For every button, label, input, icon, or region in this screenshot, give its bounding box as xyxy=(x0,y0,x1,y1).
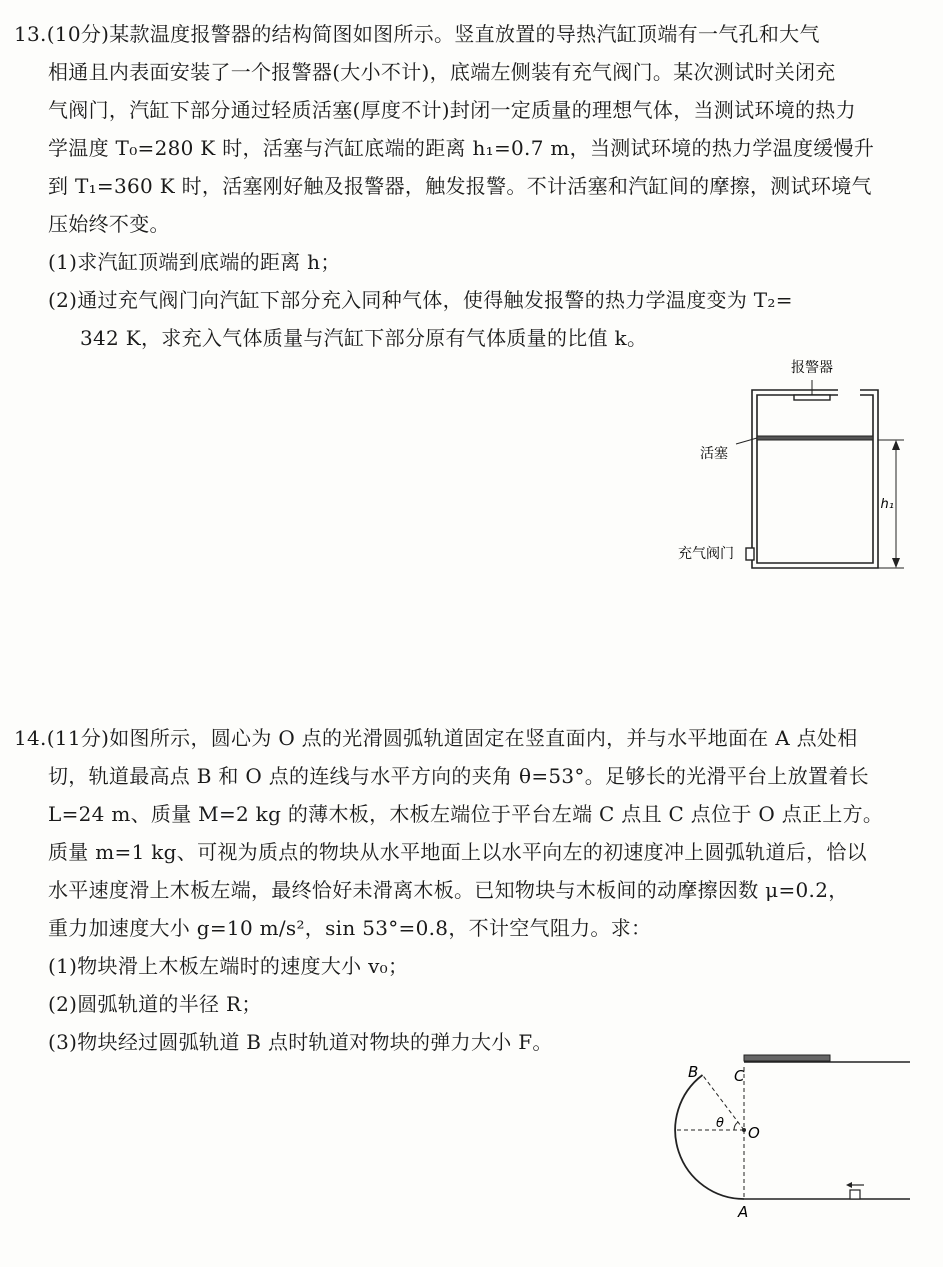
question-14-2: (2)圆弧轨道的半径 R； xyxy=(48,992,262,1016)
plank-shape xyxy=(744,1055,830,1061)
question-14-3: (3)物块经过圆弧轨道 B 点时轨道对物块的弹力大小 F。 xyxy=(48,1030,553,1054)
valve-label: 充气阀门 xyxy=(678,546,734,562)
label-C: C xyxy=(734,1067,745,1085)
problem-14-line: 水平速度滑上木板左端，最终恰好未滑离木板。已知物块与木板间的动摩擦因数 μ=0.2， xyxy=(48,878,849,902)
arc-track xyxy=(675,1075,744,1199)
label-O: O xyxy=(748,1124,760,1142)
label-B: B xyxy=(688,1063,699,1081)
alarm-shape xyxy=(794,395,830,400)
question-13-2: (2)通过充气阀门向汽缸下部分充入同种气体，使得触发报警的热力学温度变为 T₂= xyxy=(48,288,793,312)
velocity-arrow-icon xyxy=(846,1182,852,1188)
valve-shape xyxy=(746,548,754,560)
problem-13-line: 学温度 T₀=280 K 时，活塞与汽缸底端的距离 h₁=0.7 m，当测试环境的热力学温度缓慢升 xyxy=(48,136,875,160)
problem-14-line: 质量 m=1 kg、可视为质点的物块从水平地面上以水平向左的初速度冲上圆弧轨道后，恰以 xyxy=(48,840,867,864)
problem-14-line: 切，轨道最高点 B 和 O 点的连线与水平方向的夹角 θ=53°。足够长的光滑平台上放置着长 xyxy=(48,764,869,788)
problem-13-line: 相通且内表面安装了一个报警器(大小不计)，底端左侧装有充气阀门。某次测试时关闭充 xyxy=(48,60,836,84)
cylinder-figure xyxy=(670,350,910,580)
question-13-1: (1)求汽缸顶端到底端的距离 h； xyxy=(48,250,341,274)
question-14-1: (1)物块滑上木板左端时的速度大小 v₀； xyxy=(48,954,409,978)
question-13-2-cont: 342 K，求充入气体质量与汽缸下部分原有气体质量的比值 k。 xyxy=(80,326,648,350)
label-theta: θ xyxy=(716,1116,724,1131)
problem-13-line: 13.(10分)某款温度报警器的结构简图如图所示。竖直放置的导热汽缸顶端有一气孔和大气 xyxy=(14,22,820,46)
problem-14-line: L=24 m、质量 M=2 kg 的薄木板，木板左端位于平台左端 C 点且 C 点位于 O 点正上方。 xyxy=(48,802,884,826)
block-shape xyxy=(850,1190,860,1199)
problem-14-line: 14.(11分)如图所示，圆心为 O 点的光滑圆弧轨道固定在竖直面内，并与水平地面在 A 点处相 xyxy=(14,726,858,750)
height-label: h₁ xyxy=(880,497,894,512)
piston-label: 活塞 xyxy=(700,446,728,462)
problem-13-line: 到 T₁=360 K 时，活塞刚好触及报警器，触发报警。不计活塞和汽缸间的摩擦，测试环境气 xyxy=(48,174,872,198)
label-A: A xyxy=(738,1203,749,1221)
problem-14-line: 重力加速度大小 g=10 m/s²，sin 53°=0.8，不计空气阻力。求： xyxy=(48,916,652,940)
track-figure xyxy=(660,1045,920,1225)
piston-shape xyxy=(757,436,873,440)
alarm-label: 报警器 xyxy=(791,360,833,376)
problem-13-line: 气阀门，汽缸下部分通过轻质活塞(厚度不计)封闭一定质量的理想气体，当测试环境的热力 xyxy=(48,98,856,122)
problem-13-line: 压始终不变。 xyxy=(48,212,170,236)
